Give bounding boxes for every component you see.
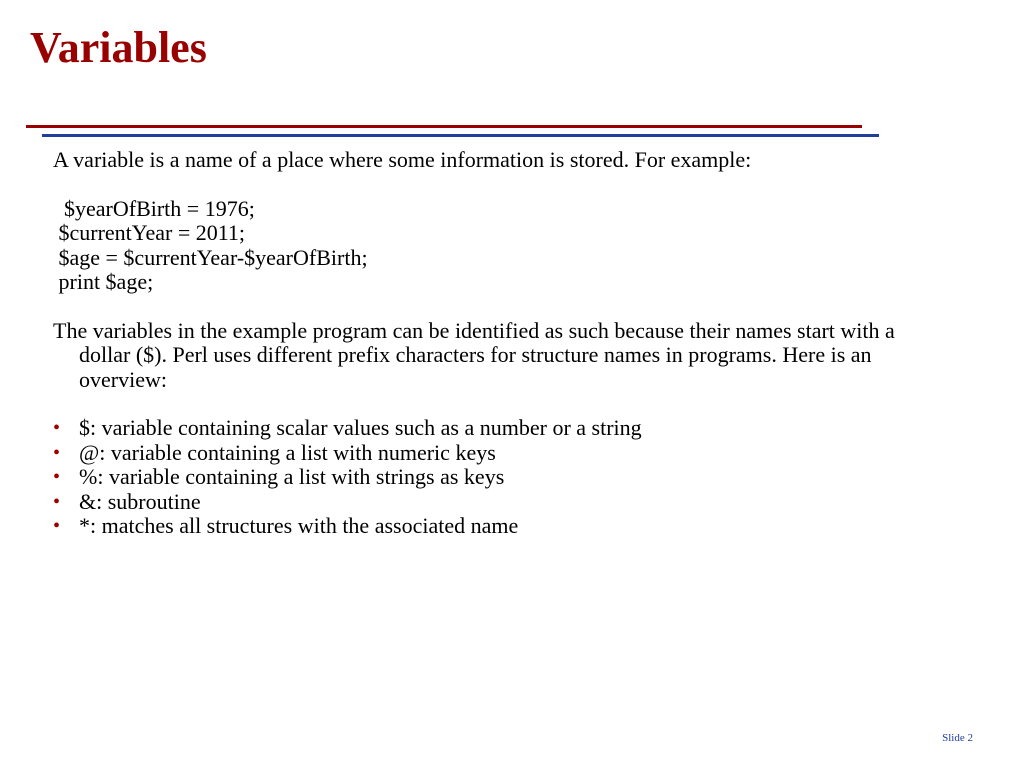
bullet-icon: • [53,466,61,488]
list-item-text: $: variable containing scalar values such as a number or a string [79,415,642,440]
list-item [53,490,933,515]
code-line: $yearOfBirth = 1976; [53,195,255,221]
code-line: $currentYear = 2011; [53,220,246,245]
prefix-list [53,416,933,539]
list-item [53,416,933,441]
slide-title: Variables [30,23,207,72]
slide-number: Slide 2 [942,732,973,744]
title-underline-blue [42,134,879,137]
bullet-icon: • [53,490,61,513]
intro-paragraph: A variable is a name of a place where some information is stored. For example: [53,147,752,172]
list-item [53,441,933,466]
slide-body [53,148,933,539]
code-line: $age = $currentYear-$yearOfBirth; [53,244,368,270]
code-line: print $age; [53,269,154,294]
list-item-text: *: matches all structures with the associated name [79,513,519,538]
list-item [53,514,933,539]
bullet-icon: • [53,441,61,464]
list-item-text: %: variable containing a list with strings as keys [79,464,505,489]
bullet-icon: • [53,515,61,537]
list-item-text: &: subroutine [79,488,201,514]
bullet-icon: • [53,417,61,439]
list-item-text: @: variable containing a list with numeric keys [79,439,496,465]
overview-paragraph: The variables in the example program can be identified as such because their names start with a dollar ($). Perl uses different prefix characters for structure names in programs. Here is an overview: [53,317,895,392]
code-example [53,197,933,295]
title-underline-red [26,125,862,128]
list-item [53,465,933,490]
